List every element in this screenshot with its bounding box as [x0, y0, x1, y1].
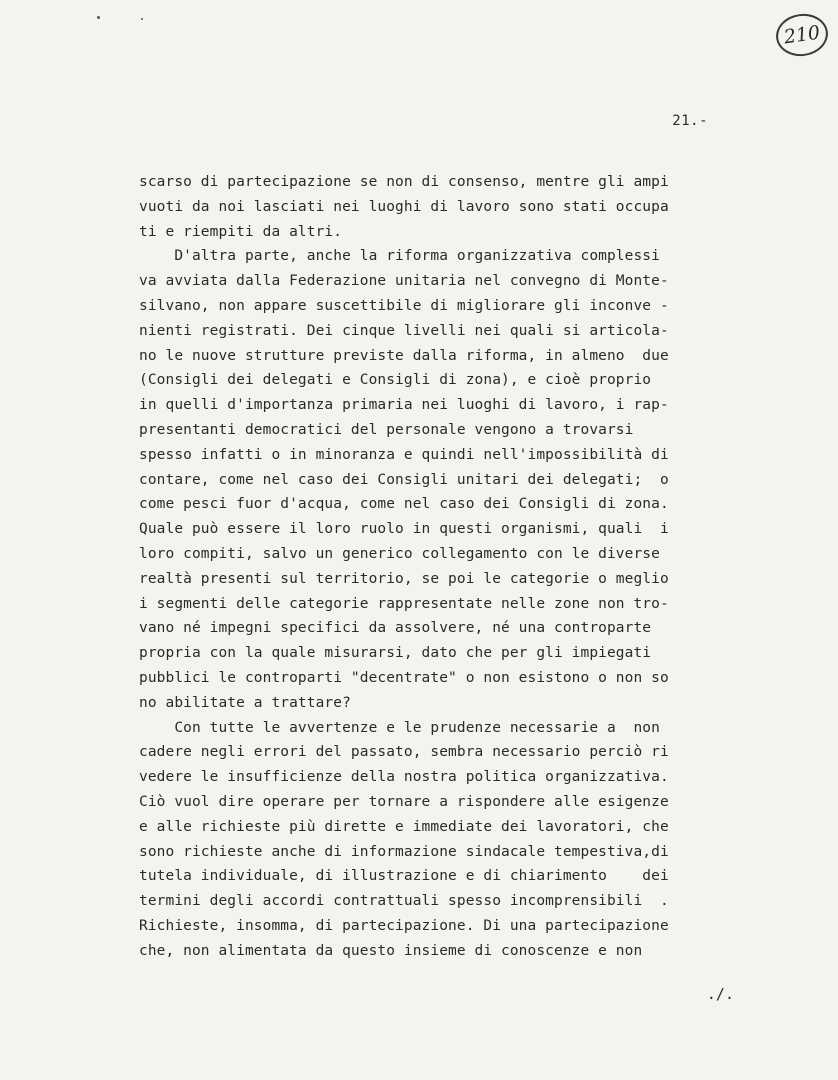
text-line: ti e riempiti da altri.	[139, 223, 343, 240]
text-line: in quelli d'importanza primaria nei luoghi di lavoro, i rap-	[139, 397, 669, 414]
text-line: Richieste, insomma, di partecipazione. Di una partecipazione	[139, 917, 669, 934]
text-line: Con tutte le avvertenze e le prudenze necessarie a non	[139, 719, 660, 736]
text-line: scarso di partecipazione se non di consenso, mentre gli ampi	[139, 174, 669, 190]
text-line: propria con la quale misurarsi, dato che per gli impiegati	[139, 645, 652, 662]
paper-speck	[97, 16, 100, 19]
text-line: i segmenti delle categorie rappresentate nelle zone non tro-	[139, 595, 669, 612]
text-line: presentanti democratici del personale vengono a trovarsi	[139, 421, 634, 438]
text-line: vano né impegni specifici da assolvere, né una controparte	[139, 620, 652, 637]
text-line: e alle richieste più dirette e immediate dei lavoratori, che	[139, 818, 669, 835]
text-line: loro compiti, salvo un generico collegamento con le diverse	[139, 545, 660, 562]
text-line: cadere negli errori del passato, sembra necessario perciò ri	[139, 744, 669, 761]
page-number: 21.-	[672, 113, 708, 129]
text-line: contare, come nel caso dei Consigli unitari dei delegati; o	[139, 471, 669, 488]
text-line: pubblici le controparti "decentrate" o non esistono o non so	[139, 669, 669, 686]
text-line: spesso infatti o in minoranza e quindi nell'impossibilità di	[139, 446, 669, 463]
text-line: no le nuove strutture previste dalla riforma, in almeno due	[139, 347, 669, 364]
text-line: come pesci fuor d'acqua, come nel caso dei Consigli di zona.	[139, 496, 669, 513]
text-line: realtà presenti sul territorio, se poi le categorie o meglio	[139, 570, 669, 587]
text-line: (Consigli dei delegati e Consigli di zona), e cioè proprio	[139, 372, 652, 389]
text-line: tutela individuale, di illustrazione e di chiarimento dei	[139, 868, 669, 885]
text-line: D'altra parte, anche la riforma organizzativa complessi	[139, 248, 660, 265]
text-line: sono richieste anche di informazione sindacale tempestiva,di	[139, 843, 669, 860]
text-line: Ciò vuol dire operare per tornare a rispondere alle esigenze	[139, 793, 669, 810]
text-line: termini degli accordi contrattuali spesso incomprensibili .	[139, 893, 669, 910]
text-line: nienti registrati. Dei cinque livelli nei quali si articola-	[139, 322, 669, 339]
archive-page-stamp: 210	[773, 11, 830, 60]
text-line: silvano, non appare suscettibile di migliorare gli inconve -	[139, 297, 669, 314]
text-line: va avviata dalla Federazione unitaria nel convegno di Monte-	[139, 273, 669, 290]
text-line: Quale può essere il loro ruolo in questi organismi, quali i	[139, 521, 669, 538]
text-line: vedere le insufficienze della nostra politica organizzativa.	[139, 769, 669, 786]
paper-speck	[141, 18, 143, 20]
text-line: no abilitate a trattare?	[139, 694, 351, 711]
body-text	[139, 170, 739, 964]
continuation-mark: ./.	[706, 985, 734, 1003]
text-line: vuoti da noi lasciati nei luoghi di lavoro sono stati occupa	[139, 198, 669, 215]
text-line: che, non alimentata da questo insieme di conoscenze e non	[139, 942, 643, 959]
